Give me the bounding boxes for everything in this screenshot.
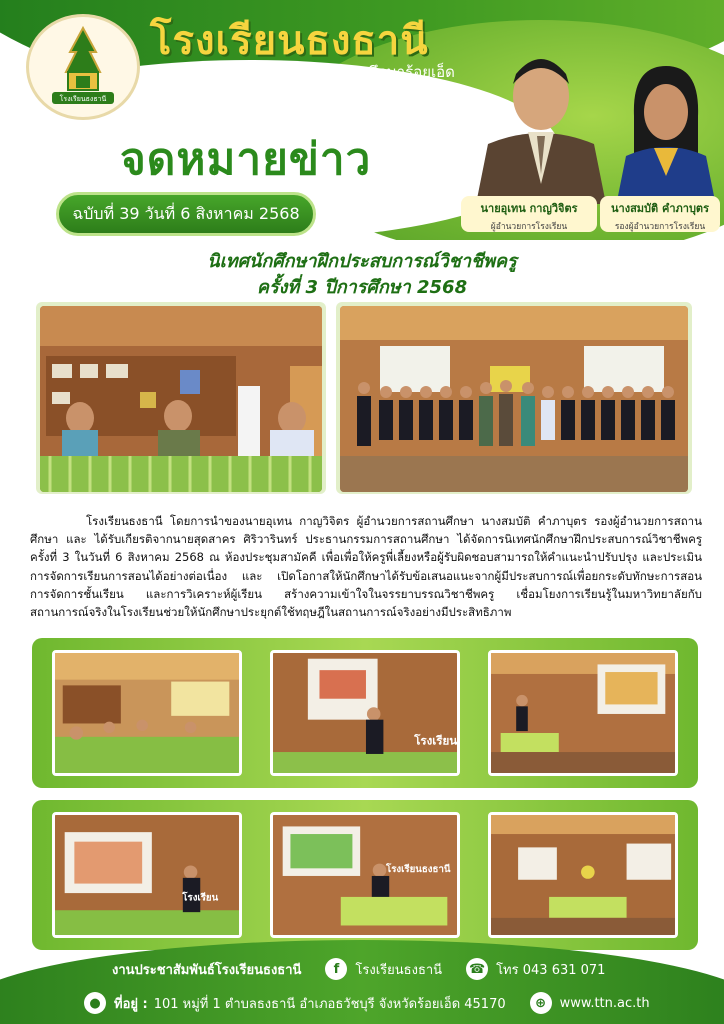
address-label: ที่อยู่ :	[114, 996, 148, 1012]
website-link[interactable]: www.ttn.ac.th	[559, 995, 650, 1011]
office-name: สำนักงานเขตพื้นที่การศึกษามัธยมศึกษาร้อยเอ็ด	[150, 63, 455, 81]
school-crest-icon	[38, 22, 128, 112]
director-role: ผู้อำนวยการโรงเรียน	[490, 222, 568, 232]
pr-label: งานประชาสัมพันธ์โรงเรียนธงธานี	[112, 962, 302, 978]
location-pin-icon: ●	[84, 992, 106, 1014]
photo-row-1	[32, 638, 698, 788]
facebook-icon: f	[325, 958, 347, 980]
footer-contact-row	[112, 958, 605, 980]
deputy-photo	[612, 56, 720, 206]
article-body: โรงเรียนธงธานี โดยการนำของนายอุเทน กาญวิจิตร ผู้อำนวยการสถานศึกษา นางสมบัติ คำภาบุตร รองผู้อำนวยการสถานศึกษา และ ได้รับเกียรติจากนายสุดสาคร ศิริวารินทร์ ประธานกรรมการสถานศึกษา ได้จัดการนิเทศนักศึกษาฝึกประสบการณ์วิชาชีพครู ครั้งที่ 3 ในวันที่ 6 สิงหาคม 2568 ณ ห้องประชุมสามัคคี เพื่อเพื่อให้ครูพี่เลี้ยงหรือผู้รับผิดชอบสามารถให้คำแนะนำปรับปรุง และประเมินการจัดการเรียนการสอนได้อย่างต่อเนื่อง และ เปิดโอกาสให้นักศึกษาได้รับข้อเสนอแนะจากผู้มีประสบการณ์เพื่อยกระดับทักษะการสอน การจัดการชั้นเรียน และการวิเคราะห์ผู้เรียน สร้างความเข้าใจในจรรยาบรรณวิชาชีพครู เชื่อมโยงการเรียนรู้ในมหาวิทยาลัยกับสถานการณ์จริงในโรงเรียนช่วยให้นักศึกษาประยุกต์ใช้ทฤษฎีในสถานการณ์จริงอย่างมีประสิทธิภาพ	[30, 514, 702, 620]
photo-tile-4	[52, 812, 242, 938]
photo-sign-1: โรงเรียน	[414, 733, 457, 748]
director-name: นายอุเทน กาญวิจิตร	[480, 202, 578, 215]
phone-number[interactable]: โทร 043 631 071	[496, 962, 606, 978]
photo-tile-6	[488, 812, 678, 938]
facebook-link[interactable]: โรงเรียนธงธานี	[355, 962, 443, 978]
issue-badge: ฉบับที่ 39 วันที่ 6 สิงหาคม 2568	[56, 192, 316, 236]
group-photo	[340, 306, 688, 492]
photo-tile-3	[488, 650, 678, 776]
photo-tile-5	[270, 812, 460, 938]
photo-sign-3: โรงเรียนธงธานี	[386, 864, 451, 876]
footer-address-row	[84, 992, 650, 1014]
photo-tile-2	[270, 650, 460, 776]
director-photo	[466, 44, 616, 204]
address-text: 101 หมู่ที่ 1 ตำบลธงธานี อำเภอธวัชบุรี จังหวัดร้อยเอ็ด 45170	[153, 996, 506, 1012]
headline-line-2: ครั้งที่ 3 ปีการศึกษา 2568	[256, 277, 468, 298]
logo-text: โรงเรียนธงธานี	[59, 95, 107, 103]
phone-icon: ☎	[466, 958, 488, 980]
photo-tile-1	[52, 650, 242, 776]
deputy-role: รองผู้อำนวยการโรงเรียน	[614, 222, 706, 232]
school-name: โรงเรียนธงธานี	[150, 18, 429, 64]
globe-icon: ⊕	[530, 992, 552, 1014]
meeting-table-photo	[40, 306, 322, 492]
deputy-nameplate	[600, 196, 720, 232]
headline-line-1: นิเทศนักศึกษาฝึกประสบการณ์วิชาชีพครู	[207, 251, 517, 272]
photo-row-2	[32, 800, 698, 950]
photo-sign-2: โรงเรียน	[182, 892, 219, 904]
school-logo	[26, 14, 140, 120]
director-nameplate	[461, 196, 597, 232]
newsletter-title: จดหมายข่าว	[120, 134, 372, 185]
deputy-name: นางสมบัติ คำภาบุตร	[611, 202, 709, 215]
footer	[0, 940, 724, 1024]
